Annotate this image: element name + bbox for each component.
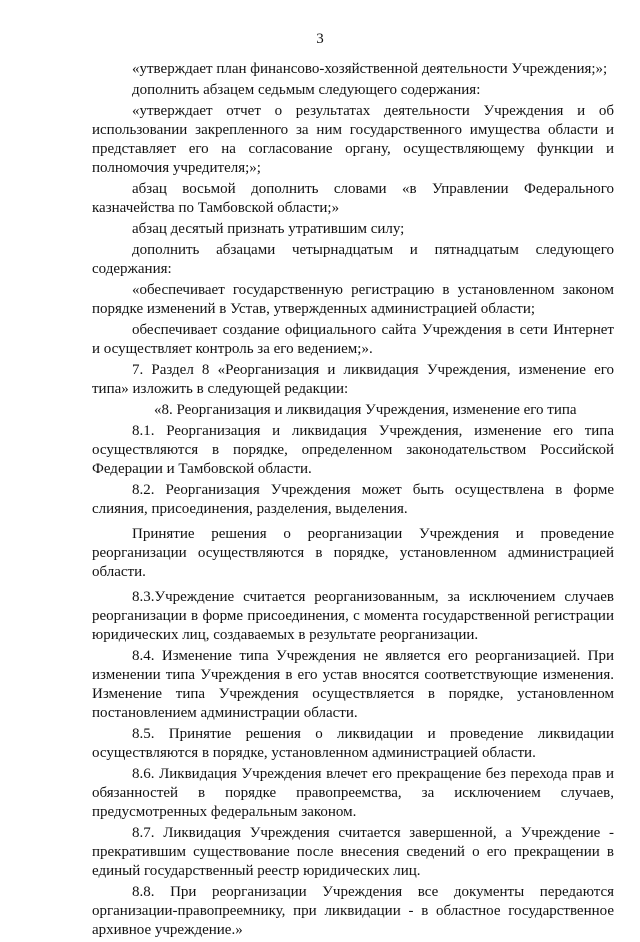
page-number: 3	[316, 31, 324, 47]
clause-8-8: 8.8. При реорганизации Учреждения все документы передаются организации-правопреемнику, при ликвидации - в областное государственное архивное учреждение.»	[92, 884, 614, 938]
section-8-heading: «8. Реорганизация и ликвидация Учреждения, изменение его типа	[154, 402, 577, 418]
clause-8-2: 8.2. Реорганизация Учреждения может быть осуществлена в форме слияния, присоединения, разделения, выделения.	[92, 482, 614, 517]
paragraph-section-8-amendment: 7. Раздел 8 «Реорганизация и ликвидация Учреждения, изменение его типа» изложить в следующей редакции:	[92, 362, 614, 397]
clause-8-1: 8.1. Реорганизация и ликвидация Учреждения, изменение его типа осуществляются в порядке, определенном законодательством Российской Федерации и Тамбовской области.	[92, 423, 614, 477]
paragraph-state-registration: «обеспечивает государственную регистрацию в установленном законом порядке изменений в Устав, утвержденных администрацией области;	[92, 282, 614, 317]
paragraph-tenth-void: абзац десятый признать утратившим силу;	[132, 221, 405, 237]
paragraph-eighth-addition: абзац восьмой дополнить словами «в Управлении Федерального казначейства по Тамбовской области;»	[92, 181, 614, 216]
clause-8-6: 8.6. Ликвидация Учреждения влечет его прекращение без перехода прав и обязанностей в порядке правопреемства, за исключением случаев, предусмотренных федеральным законом.	[92, 766, 614, 820]
clause-8-5: 8.5. Принятие решения о ликвидации и проведение ликвидации осуществляются в порядке, установленном администрацией области.	[92, 726, 614, 761]
paragraph-approve-plan: «утверждает план финансово-хозяйственной деятельности Учреждения;»;	[132, 61, 608, 77]
document-body	[92, 60, 614, 942]
clause-8-2-decision: Принятие решения о реорганизации Учреждения и проведение реорганизации осуществляются в порядке, установленном администрацией области.	[92, 526, 614, 580]
clause-8-3: 8.3.Учреждение считается реорганизованным, за исключением случаев реорганизации в форме присоединения, с момента государственной регистрации юридических лиц, создаваемых в результате реорганизации.	[92, 589, 614, 643]
paragraph-official-site: обеспечивает создание официального сайта Учреждения в сети Интернет и осуществляет контроль за его ведением;».	[92, 322, 614, 357]
clause-8-7: 8.7. Ликвидация Учреждения считается завершенной, а Учреждение - прекратившим существование после внесения сведений о его прекращении в единый государственный реестр юридических лиц.	[92, 825, 614, 879]
paragraph-add-fourteenth-fifteenth: дополнить абзацами четырнадцатым и пятнадцатым следующего содержания:	[92, 242, 614, 277]
clause-8-4: 8.4. Изменение типа Учреждения не является его реорганизацией. При изменении типа Учреждения в его устав вносятся соответствующие изменения. Изменение типа Учреждения осуществляется в порядке, установленном постановлением администрации области.	[92, 648, 614, 721]
paragraph-add-seventh: дополнить абзацем седьмым следующего содержания:	[132, 82, 481, 98]
paragraph-report-approval: «утверждает отчет о результатах деятельности Учреждения и об использовании закрепленного за ним государственного имущества области и представляет его на согласование органу, осуществляющему функции и полномочия учредителя;»;	[92, 103, 614, 176]
